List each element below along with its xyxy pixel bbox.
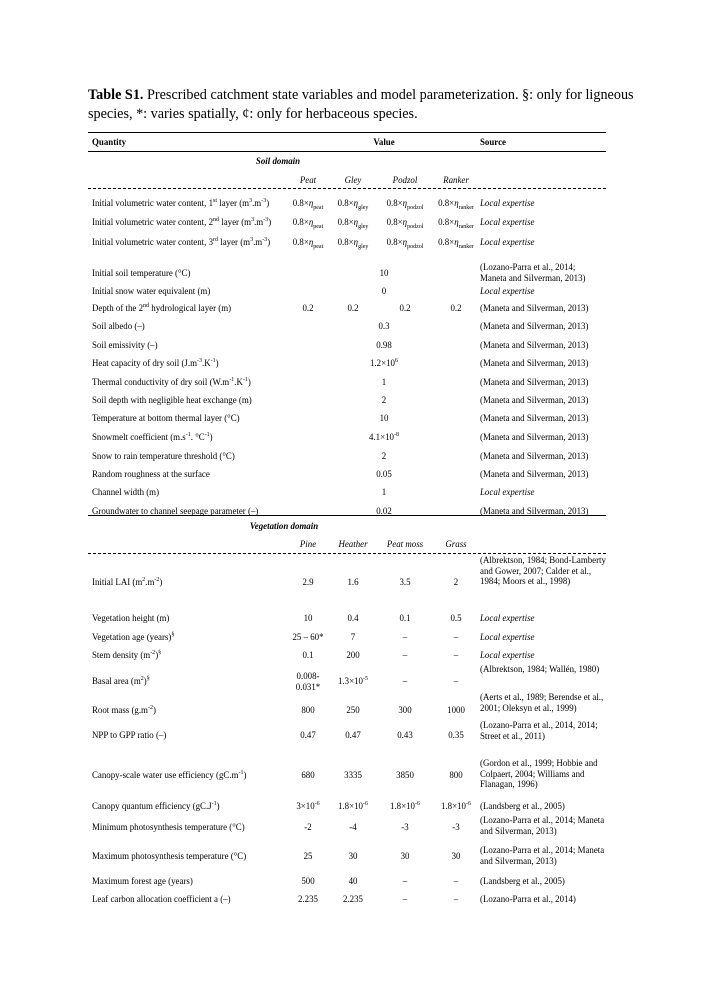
soil-domain-title: Soil domain: [255, 156, 301, 166]
table-row-source: (Maneta and Silverman, 2013): [480, 303, 589, 313]
table-row-quantity: Minimum photosynthesis temperature (°C): [92, 822, 245, 832]
table-row-quantity: Thermal conductivity of dry soil $(W.m^{-1}.K^{-1})$: [92, 377, 251, 387]
table-row-value: 25: [303, 851, 313, 861]
table-row-source: (Maneta and Silverman, 2013): [480, 506, 589, 516]
table-row-quantity: Canopy-scale water use efficiency $(gC.m^{-1})$: [92, 770, 247, 780]
table-row-source: (Lozano-Parra et al., 2014; Maneta and Silverman, 2013): [480, 845, 605, 866]
table-row-source: (Maneta and Silverman, 2013): [480, 358, 589, 368]
table-row-quantity: Root mass $(g.m^{-2})$: [92, 705, 156, 715]
table-row-value: 1000: [447, 705, 465, 715]
table-caption: [88, 86, 636, 124]
table-row-value: 0.47: [345, 730, 361, 740]
table-row-value: 10: [303, 613, 313, 623]
table-row-source: Local expertise: [480, 487, 535, 497]
table-row-value: –: [453, 894, 459, 904]
table-row-source: Local expertise: [480, 632, 535, 642]
table-row-value: 3335: [344, 770, 362, 780]
table-row-value: –: [402, 632, 408, 642]
table-row-value: 0.43: [397, 730, 413, 740]
table-row-value: $0.8\times\eta_{gley}$: [337, 198, 369, 211]
soil-column-header: Gley: [344, 175, 362, 185]
table-row-value: –: [402, 676, 408, 686]
table-row-source: (Maneta and Silverman, 2013): [480, 451, 589, 461]
table-row-value: 2: [453, 577, 459, 587]
table-row-value: 2.235: [298, 894, 318, 904]
table-row-source: (Maneta and Silverman, 2013): [480, 395, 589, 405]
table-row-value: –: [453, 632, 459, 642]
table-row-quantity: NPP to GPP ratio (–): [92, 730, 167, 740]
veg-column-header: Peat moss: [386, 539, 424, 549]
table-row-value: $4.1\times 10^{-8}$: [369, 432, 399, 442]
table-row-quantity: Initial LAI $(m^2.m^{-2})$: [92, 577, 163, 587]
table-row-value: –: [402, 650, 408, 660]
table-row-value: 0.1: [302, 650, 314, 660]
table-row-value: 30: [348, 851, 358, 861]
table-row-value: -2: [304, 822, 312, 832]
veg-column-header: Grass: [445, 539, 467, 549]
table-row-source: (Maneta and Silverman, 2013): [480, 340, 589, 350]
table-row-value: 30: [400, 851, 410, 861]
table-row-value: $0.8\times\eta_{peat}$: [292, 198, 324, 211]
table-row-source: (Gordon et al., 1999; Hobbie and Colpaert, 2004; Williams and Flanagan, 1996): [480, 758, 598, 790]
table-row-quantity: Maximum photosynthesis temperature (°C): [92, 851, 247, 861]
table-row-source: Local expertise: [480, 198, 535, 208]
table-row-value: 500: [301, 876, 315, 886]
table-row-source: (Maneta and Silverman, 2013): [480, 321, 589, 331]
table-row-quantity: Random roughness at the surface: [92, 469, 210, 479]
header-rule: [88, 151, 606, 152]
table-row-value: 0.02: [376, 506, 392, 516]
table-row-value: 2: [381, 451, 387, 461]
veg-column-header: Pine: [299, 539, 317, 549]
table-row-value: 0.2: [450, 303, 462, 313]
table-row-value: 680: [301, 770, 315, 780]
table-row-value: -3: [452, 822, 460, 832]
table-row-value: $1.8\times 10^{-6}$: [441, 801, 471, 811]
table-row-value: $0.8\times\eta_{gley}$: [337, 237, 369, 250]
veg-column-header: Heather: [338, 539, 368, 549]
table-row-value: $1.2\times 10^6$: [370, 358, 398, 368]
table-row-value: –: [453, 676, 459, 686]
table-row-value: $1.3\times 10^{-5}$: [338, 676, 368, 686]
table-row-value: 1: [381, 487, 387, 497]
table-row-value: 800: [301, 705, 315, 715]
table-row-value: 0.3: [378, 321, 390, 331]
table-row-value: –: [453, 650, 459, 660]
table-row-value: 200: [346, 650, 360, 660]
table-row-value: –: [453, 876, 459, 886]
table-row-value: 3.5: [399, 577, 411, 587]
table-row-source: (Albrektson, 1984; Bond-Lamberty and Gower, 2007; Calder et al., 1984; Moors et al., 1998): [480, 555, 606, 587]
table-row-value: 300: [398, 705, 412, 715]
table-row-source: (Albrektson, 1984; Wallén, 1980): [480, 664, 600, 674]
table-row-value: 0.47: [300, 730, 316, 740]
table-row-quantity: Soil albedo (–): [92, 321, 145, 331]
caption-label: Table S1.: [88, 87, 144, 103]
table-row-source: (Lozano-Parra et al., 2014; Maneta and Silverman, 2013): [480, 815, 605, 836]
table-row-value: 0.2: [347, 303, 359, 313]
table-row-source: (Lozano-Parra et al., 2014, 2014; Street et al., 2011): [480, 720, 598, 741]
table-row-quantity: Soil emissivity (–): [92, 340, 158, 350]
table-row-source: (Maneta and Silverman, 2013): [480, 469, 589, 479]
table-row-source: (Lozano-Parra et al., 2014): [480, 894, 576, 904]
table-row-quantity: Maximum forest age (years): [92, 876, 193, 886]
table-row-quantity: Temperature at bottom thermal layer (°C): [92, 413, 240, 423]
table-row-quantity: Initial volumetric water content, 1st layer $(m^3.m^{-3})$: [92, 198, 270, 208]
table-row-value: –: [402, 876, 408, 886]
table-row-value: $0.8\times\eta_{ranker}$: [438, 198, 474, 211]
table-row-quantity: Vegetation age (years)§: [92, 632, 175, 642]
table-row-source: (Maneta and Silverman, 2013): [480, 377, 589, 387]
veg-domain-title: Vegetation domain: [249, 521, 319, 531]
caption-text: Prescribed catchment state variables and model parameterization. §: only for ligneous species, *: varies spatially, ¢: only for herbaceous species.: [88, 87, 634, 122]
table-row-value: $1.8\times 10^{-6}$: [338, 801, 368, 811]
table-row-value: 10: [379, 413, 389, 423]
table-row-source: (Aerts et al., 1989; Berendse et al., 2001; Oleksyn et al., 1999): [480, 692, 604, 713]
table-row-value: 1: [381, 377, 387, 387]
table-row-value: 7: [350, 632, 356, 642]
table-row-quantity: Initial soil temperature (°C): [92, 268, 191, 278]
table-row-value: $0.8\times\eta_{gley}$: [337, 217, 369, 230]
soil-column-header: Podzol: [392, 175, 418, 185]
table-row-value: 0.2: [399, 303, 411, 313]
table-row-value: $0.8\times\eta_{peat}$: [292, 217, 324, 230]
table-row-value: 2: [381, 395, 387, 405]
table-row-source: (Maneta and Silverman, 2013): [480, 413, 589, 423]
table-row-quantity: Initial volumetric water content, 3rd layer $(m^3.m^{-3})$: [92, 237, 271, 247]
table-row-source: Local expertise: [480, 217, 535, 227]
table-row-quantity: Channel width (m): [92, 487, 160, 497]
table-row-quantity: Stem density $(m^{-2})^\S$: [92, 650, 162, 660]
table-row-value: 0: [381, 286, 387, 296]
table-row-value: 0.1: [399, 613, 411, 623]
table-row-value: 10: [379, 268, 389, 278]
veg-subheader-rule: [88, 553, 606, 554]
table-row-value: $1.8\times 10^{-6}$: [390, 801, 420, 811]
header-value: Value: [373, 137, 395, 147]
soil-column-header: Ranker: [443, 175, 469, 185]
table-row-quantity: Heat capacity of dry soil $(J.m^{-3}.K^{-1})$: [92, 358, 219, 368]
table-row-source: (Lozano-Parra et al., 2014; Maneta and Silverman, 2013): [480, 262, 586, 283]
table-row-quantity: Groundwater to channel seepage parameter (–): [92, 506, 259, 516]
table-row-source: Local expertise: [480, 613, 535, 623]
table-row-value: $3\times 10^{-6}$: [296, 801, 320, 811]
table-row-value: 0.05: [376, 469, 392, 479]
table-row-value: 0.008- 0.031*: [295, 671, 321, 692]
table-row-value: $0.8\times\eta_{peat}$: [292, 237, 324, 250]
table-row-value: 0.35: [448, 730, 464, 740]
table-row-source: Local expertise: [480, 650, 535, 660]
soil-subheader-rule: [88, 188, 606, 189]
table-row-value: $0.8\times\eta_{podzol}$: [386, 237, 424, 250]
header-source: Source: [480, 137, 506, 147]
table-row-quantity: Basal area $(m^2)^\S$: [92, 676, 150, 686]
soil-column-header: Peat: [299, 175, 317, 185]
table-row-value: 2.9: [302, 577, 314, 587]
table-row-value: 30: [451, 851, 461, 861]
table-row-value: 40: [348, 876, 358, 886]
table-row-quantity: Depth of the 2nd hydrological layer (m): [92, 303, 232, 313]
table-row-value: 250: [346, 705, 360, 715]
table-row-value: -3: [401, 822, 409, 832]
table-row-value: -4: [349, 822, 357, 832]
soil-end-rule: [88, 515, 606, 516]
table-row-source: Local expertise: [480, 237, 535, 247]
table-row-quantity: Initial snow water equivalent (m): [92, 286, 211, 296]
table-row-quantity: Initial volumetric water content, 2nd layer $(m^3.m^{-3})$: [92, 217, 272, 227]
table-row-value: $0.8\times\eta_{podzol}$: [386, 217, 424, 230]
table-row-value: 0.5: [450, 613, 462, 623]
table-top-rule: [88, 132, 606, 133]
table-row-value: 2.235: [343, 894, 363, 904]
table-row-value: $0.8\times\eta_{ranker}$: [438, 217, 474, 230]
table-row-quantity: Leaf carbon allocation coefficient a (–): [92, 894, 231, 904]
table-row-source: (Landsberg et al., 2005): [480, 876, 565, 886]
header-quantity: Quantity: [92, 137, 127, 147]
table-row-value: $0.8\times\eta_{podzol}$: [386, 198, 424, 211]
table-row-value: 0.4: [347, 613, 359, 623]
table-row-source: (Maneta and Silverman, 2013): [480, 432, 589, 442]
table-row-quantity: Canopy quantum efficiency $(gC.J^{-1})$: [92, 801, 220, 811]
table-row-value: –: [402, 894, 408, 904]
table-row-quantity: Soil depth with negligible heat exchange (m): [92, 395, 252, 405]
table-row-value: 0.98: [376, 340, 392, 350]
table-row-value: 800: [449, 770, 463, 780]
table-row-value: 3850: [396, 770, 414, 780]
table-row-value: 25 – 60*: [292, 632, 324, 642]
table-row-value: $0.8\times\eta_{ranker}$: [438, 237, 474, 250]
table-row-quantity: Snow to rain temperature threshold (°C): [92, 451, 235, 461]
table-row-quantity: Snowmelt coefficient ($m.s^{-1}$. $^\circ C^{-1}$): [92, 432, 213, 442]
table-row-source: (Landsberg et al., 2005): [480, 801, 565, 811]
table-row-value: 1.6: [347, 577, 359, 587]
table-row-source: Local expertise: [480, 286, 535, 296]
table-row-quantity: Vegetation height (m): [92, 613, 170, 623]
table-row-value: 0.2: [302, 303, 314, 313]
